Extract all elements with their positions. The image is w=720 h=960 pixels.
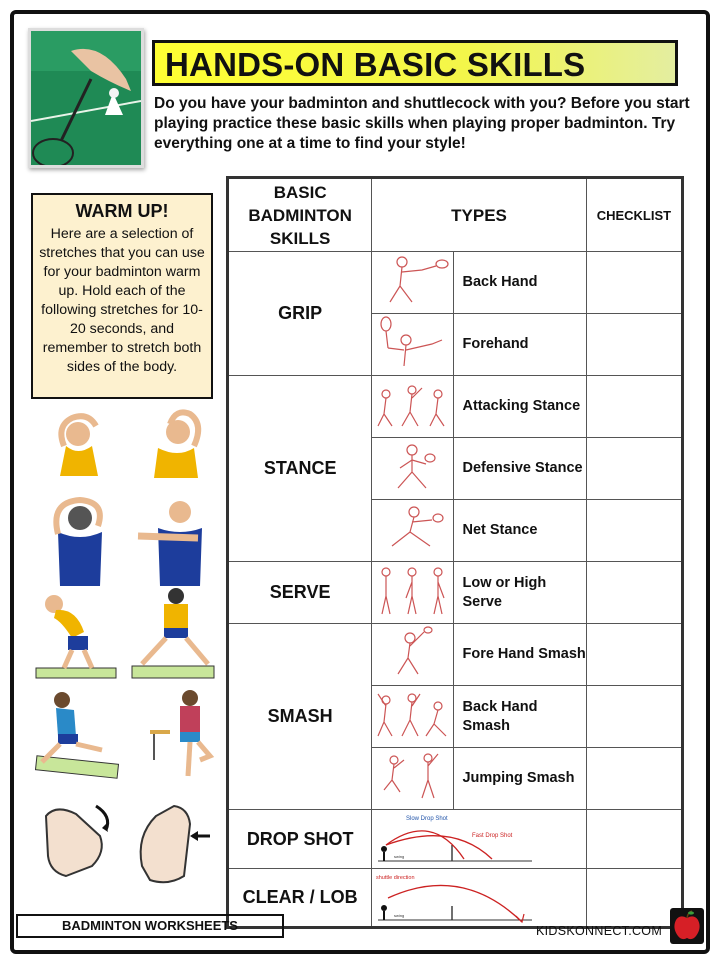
drop-shot-diagram: [372, 810, 586, 869]
quad-stretch-icon: [144, 690, 234, 782]
checklist-cell[interactable]: [586, 624, 682, 686]
type-label: Low or High Serve: [454, 562, 586, 624]
site-footer-label: KIDSKONNECT.COM: [536, 924, 663, 938]
checklist-cell[interactable]: [586, 748, 682, 810]
checklist-cell[interactable]: [586, 810, 682, 869]
table-row: [228, 252, 683, 314]
checklist-cell[interactable]: [586, 376, 682, 438]
type-label: Forehand: [454, 314, 586, 376]
skill-smash: SMASH: [228, 624, 372, 810]
intro-text: Do you have your badminton and shuttlecock with you? Before you start playing practice these basic skills when playing proper badminton. Try everything one at a time to find your style!: [154, 95, 690, 152]
warmup-text: Here are a selection of stretches that you can use for your badminton warm up. Hold each of the following stretches for 10-20 seconds, and remember to stretch both sides of the body.: [39, 226, 205, 375]
skill-drop-shot: DROP SHOT: [228, 810, 372, 869]
type-label: Net Stance: [454, 500, 586, 562]
skills-table: [226, 176, 684, 929]
header-checklist: CHECKLIST: [586, 178, 682, 252]
checklist-cell[interactable]: [586, 438, 682, 500]
hip-flexor-stretch-icon: [32, 690, 122, 782]
header-skills: BASIC BADMINTON SKILLS: [228, 178, 372, 252]
header-types: TYPES: [372, 178, 586, 252]
table-header-row: [228, 178, 683, 252]
forehand-grip-icon: [372, 314, 454, 376]
apple-logo-icon: [670, 908, 704, 944]
checklist-cell[interactable]: [586, 869, 682, 928]
lunge-stretch-icon: [128, 588, 218, 680]
checklist-cell[interactable]: [586, 686, 682, 748]
drop-shot-slow-label: Slow Drop Shot: [406, 816, 448, 822]
warmup-box: [31, 193, 213, 399]
defensive-stance-icon: [372, 438, 454, 500]
type-label: Back Hand: [454, 252, 586, 314]
skill-clear-lob: CLEAR / LOB: [228, 869, 372, 928]
badminton-photo: [28, 28, 144, 168]
checklist-cell[interactable]: [586, 314, 682, 376]
triceps-stretch-icon: [36, 496, 126, 588]
backhand-grip-icon: [372, 252, 454, 314]
table-row: [228, 624, 683, 686]
drop-shot-swing-label: swing: [394, 854, 405, 859]
wrist-extensor-stretch-icon: [128, 796, 218, 888]
skill-serve: SERVE: [228, 562, 372, 624]
stretch-illustrations: [28, 404, 224, 902]
backhand-smash-icon: [372, 686, 454, 748]
type-label: Back Hand Smash: [454, 686, 586, 748]
net-stance-icon: [372, 500, 454, 562]
serve-icon: [372, 562, 454, 624]
clear-swing-label: swing: [394, 912, 405, 918]
table-row: [228, 562, 683, 624]
clear-lob-diagram: [372, 869, 586, 928]
type-label: Defensive Stance: [454, 438, 586, 500]
clear-shuttle-direction-label: shuttle direction: [376, 874, 415, 881]
attacking-stance-icon: [372, 376, 454, 438]
skill-grip: GRIP: [228, 252, 372, 376]
drop-shot-fast-label: Fast Drop Shot: [472, 833, 513, 839]
page-title: HANDS-ON BASIC SKILLS: [165, 46, 586, 83]
checklist-cell[interactable]: [586, 500, 682, 562]
side-neck-stretch-icon: [128, 406, 218, 498]
title-banner: [152, 40, 678, 86]
checklist-cell[interactable]: [586, 252, 682, 314]
type-label: Fore Hand Smash: [454, 624, 586, 686]
table-row: [228, 810, 683, 869]
forehand-smash-icon: [372, 624, 454, 686]
table-row: [228, 376, 683, 438]
checklist-cell[interactable]: [586, 562, 682, 624]
overhead-arm-stretch-icon: [36, 406, 126, 498]
cross-arm-stretch-icon: [128, 496, 218, 588]
type-label: Attacking Stance: [454, 376, 586, 438]
worksheet-footer-label: BADMINTON WORKSHEETS: [16, 914, 284, 938]
jumping-smash-icon: [372, 748, 454, 810]
table-row: [228, 869, 683, 928]
warmup-title: WARM UP!: [75, 201, 169, 221]
skill-stance: STANCE: [228, 376, 372, 562]
side-bend-stretch-icon: [32, 588, 122, 680]
wrist-flexor-stretch-icon: [36, 796, 126, 888]
type-label: Jumping Smash: [454, 748, 586, 810]
